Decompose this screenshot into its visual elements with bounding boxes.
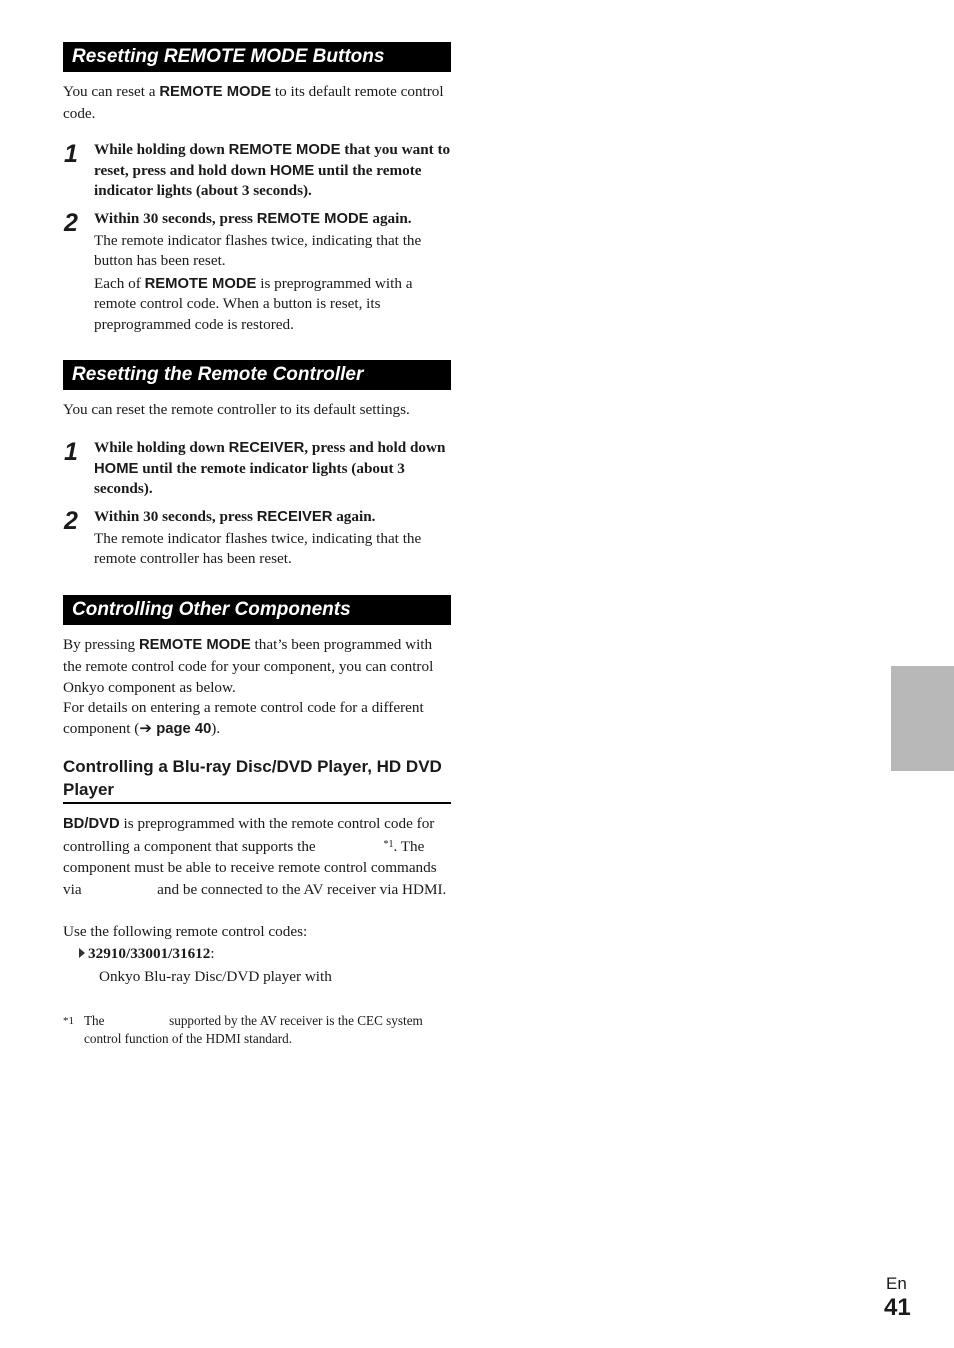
sec2-step2-p1: The remote indicator flashes twice, indicating that the remote controller has been reset.	[94, 529, 422, 567]
sec2-intro: You can reset the remote controller to its default settings.	[63, 401, 410, 418]
sec1-step2-p2	[94, 274, 454, 336]
text: While holding down	[94, 141, 229, 158]
side-tab	[891, 666, 954, 771]
sec1-step2-p1: The remote indicator flashes twice, indicating that the button has been reset.	[94, 231, 422, 269]
text: to its default remote control code.	[63, 83, 444, 122]
key-label: REMOTE MODE	[144, 275, 257, 292]
sec3-p1	[63, 634, 451, 698]
key-label: REMOTE MODE	[138, 637, 251, 653]
footnote-text	[84, 1012, 424, 1048]
text: Within 30 seconds, press	[94, 508, 257, 525]
sec1-intro	[63, 81, 451, 124]
step-number: 2	[64, 507, 78, 535]
text: until the remote indicator lights (about 3 seconds).	[94, 459, 405, 497]
sec1-step1-text	[94, 140, 454, 202]
text: supported by the AV receiver is the CEC system control function of the HDMI standard.	[84, 1013, 423, 1046]
key-label: RECEIVER	[256, 509, 333, 525]
footnote-marker: *1	[383, 838, 394, 850]
step-number: 1	[64, 438, 78, 466]
text: Within 30 seconds, press	[94, 210, 257, 227]
text: . The component must be able to receive remote control commands via	[63, 837, 437, 898]
section-heading-controlling-other-components: Controlling Other Components	[63, 595, 451, 625]
text: that’s been programmed with the remote control code for your component, you can control Onkyo component as below.	[63, 636, 434, 696]
text: While holding down	[94, 439, 229, 456]
sec1-step2-heading	[94, 209, 454, 230]
text: is preprogrammed with the remote control code for controlling a component that supports the	[63, 815, 435, 855]
codes-value: 32910/33001/31612	[88, 945, 211, 962]
text: and be connected to the AV receiver via HDMI.	[153, 880, 447, 898]
sec3-bd-paragraph	[63, 813, 451, 900]
sec2-step2	[94, 507, 454, 570]
text: until the remote indicator lights (about 3 seconds).	[94, 161, 422, 199]
section-heading-reset-remote-mode: Resetting REMOTE MODE Buttons	[63, 42, 451, 72]
sec2-step1-text	[94, 438, 454, 500]
arrow-icon: ➔	[139, 720, 153, 737]
text: By pressing	[63, 636, 139, 653]
key-label: HOME	[94, 460, 139, 477]
language-label: En	[886, 1274, 907, 1293]
text: is preprogrammed with a remote control code. When a button is reset, its preprogrammed code is restored.	[94, 274, 413, 333]
text: You can reset a	[63, 83, 160, 100]
key-label: REMOTE MODE	[228, 142, 341, 158]
step-number: 1	[64, 140, 78, 168]
sec2-step2-heading	[94, 507, 454, 528]
sec3-codes	[79, 943, 451, 964]
text: again.	[368, 210, 412, 227]
key-label: BD/DVD	[63, 816, 120, 832]
text: that you want to reset, press and hold down	[94, 141, 451, 179]
text: For details on entering a remote control code for a different component (	[63, 699, 424, 737]
text: ).	[211, 720, 221, 737]
key-label: HOME	[269, 162, 315, 179]
text: again.	[332, 508, 376, 525]
key-label: REMOTE MODE	[256, 211, 369, 227]
sec3-p2	[63, 697, 451, 740]
key-label: REMOTE MODE	[159, 84, 272, 100]
page-reference-link[interactable]: page 40	[152, 721, 212, 737]
sec3-onkyo-line: Onkyo Blu-ray Disc/DVD player with	[99, 968, 332, 985]
triangle-bullet-icon	[79, 948, 85, 958]
text: :	[210, 945, 215, 962]
sec3-use-codes: Use the following remote control codes:	[63, 923, 308, 940]
key-label: RECEIVER	[228, 440, 305, 456]
page-number: 41	[884, 1294, 911, 1321]
sec1-step2	[94, 209, 454, 335]
footnote-marker: *1	[63, 1015, 74, 1027]
section-heading-reset-remote-controller: Resetting the Remote Controller	[63, 360, 451, 390]
subsection-heading-bluray: Controlling a Blu-ray Disc/DVD Player, HD DVD Player	[63, 755, 451, 804]
text: The	[84, 1013, 108, 1028]
step-number: 2	[64, 209, 78, 237]
text: Each of	[94, 274, 145, 292]
text: , press and hold down	[304, 439, 446, 456]
